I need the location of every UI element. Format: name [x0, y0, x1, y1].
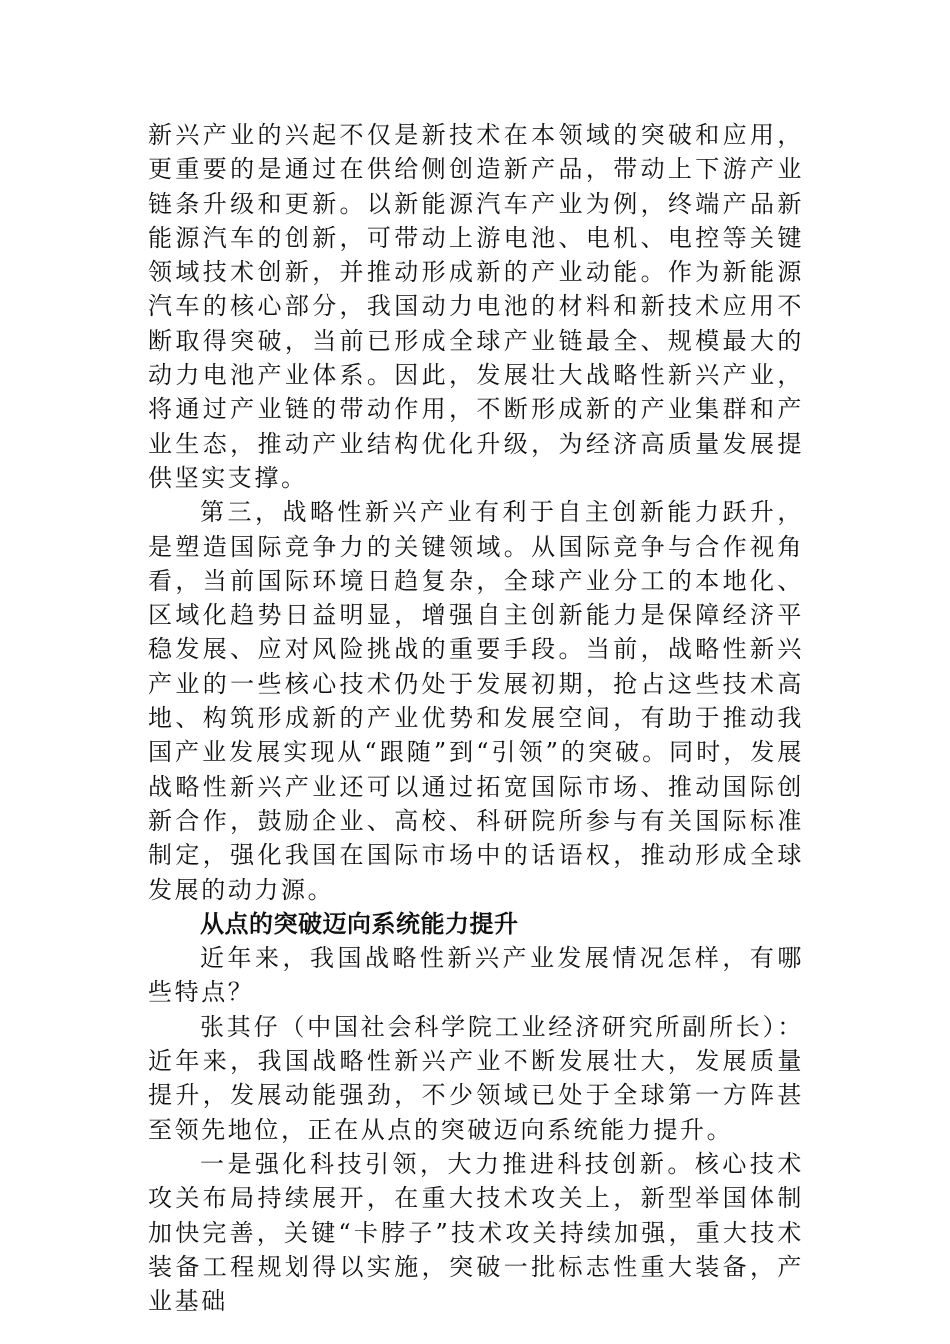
interview-answer: 张其仔（中国社会科学院工业经济研究所副所长）：近年来，我国战略性新兴产业不断发展壮大，发展质量提升，发展动能强劲，不少领域已处于全球第一方阵甚至领先地位，正在从点的突破迈向系统能力提升。 — [148, 1012, 804, 1144]
document-page — [148, 118, 804, 1318]
paragraph-industry-chain: 新兴产业的兴起不仅是新技术在本领域的突破和应用，更重要的是通过在供给侧创造新产品，带动上下游产业链条升级和更新。以新能源汽车产业为例，终端产品新能源汽车的创新，可带动上游电池、电机、电控等关键领域技术创新，并推动形成新的产业动能。作为新能源汽车的核心部分，我国动力电池的材料和新技术应用不断取得突破，当前已形成全球产业链最全、规模最大的动力电池产业体系。因此，发展壮大战略性新兴产业，将通过产业链的带动作用，不断形成新的产业集群和产业生态，推动产业结构优化升级，为经济高质量发展提供坚实支撑。 — [148, 121, 804, 492]
paragraph-point-one: 一是强化科技引领，大力推进科技创新。核心技术攻关布局持续展开，在重大技术攻关上，新型举国体制加快完善，关键“卡脖子”技术攻关持续加强，重大技术装备工程规划得以实施，突破一批标志性重大装备，产业基础 — [148, 1149, 804, 1316]
paragraph-third-point: 第三，战略性新兴产业有利于自主创新能力跃升，是塑造国际竞争力的关键领域。从国际竞争与合作视角看，当前国际环境日趋复杂，全球产业分工的本地化、区域化趋势日益明显，增强自主创新能力是保障经济平稳发展、应对风险挑战的重要手段。当前，战略性新兴产业的一些核心技术仍处于发展初期，抢占这些技术高地、构筑形成新的产业优势和发展空间，有助于推动我国产业发展实现从“跟随”到“引领”的突破。同时，发展战略性新兴产业还可以通过拓宽国际市场、推动国际创新合作，鼓励企业、高校、科研院所参与有关国际标准制定，强化我国在国际市场中的话语权，推动形成全球发展的动力源。 — [148, 498, 804, 904]
interview-question: 近年来，我国战略性新兴产业发展情况怎样，有哪些特点？ — [148, 944, 804, 1007]
section-heading: 从点的突破迈向系统能力提升 — [200, 909, 519, 938]
